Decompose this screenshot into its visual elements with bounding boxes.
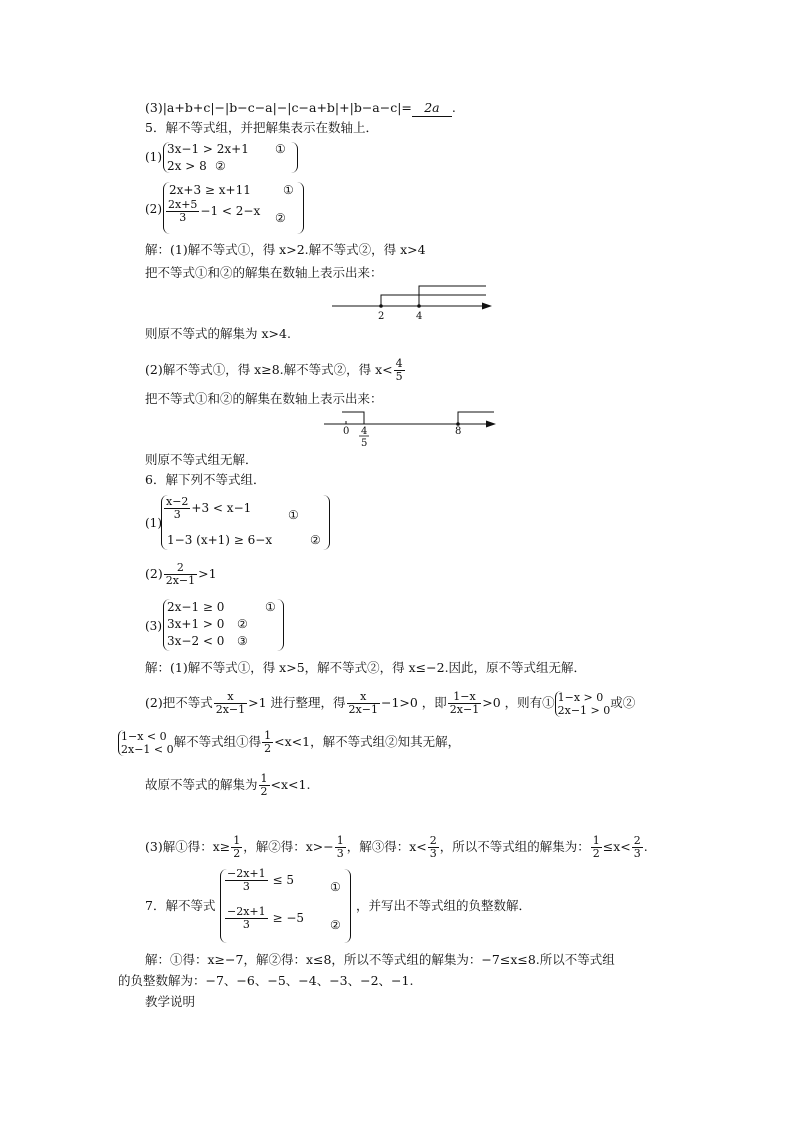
solution-ray-x-gt-4 bbox=[419, 286, 486, 306]
q6-solution-1: 解：(1)解不等式①，得 x>5，解不等式②，得 x≤−2.因此，原不等式组无解． bbox=[145, 660, 587, 675]
solution-ray-x-gt-2 bbox=[381, 295, 486, 306]
line3-answer: 2a bbox=[412, 100, 452, 117]
q5-show-2: 把不等式①和②的解集在数轴上表示出来： bbox=[145, 391, 383, 406]
q6-solution-2: (2)把不等式 $\frac{x}{2x-1}$ >1 进行整理，得 $\frac{x}{2x-1}$ −1>0 ，即 $\frac{1-x}{2x-1}$ >0 ，则有① 1−x > 0 2x−1 > 0 或② bbox=[145, 690, 636, 717]
q5-title: 5．解不等式组，并把解集表示在数轴上． bbox=[145, 120, 378, 135]
tick-label-4-5-den: 5 bbox=[361, 438, 368, 449]
answer-line-3: (3)|a+b+c|−|b−c−a|−|c−a+b|+|b−a−c|= 2a . bbox=[145, 100, 456, 115]
q5-solution-1: 解：(1)解不等式①，得 x>2.解不等式②，得 x>4 bbox=[145, 242, 426, 257]
q5-system-2: (2) 2x+3 ≥ x+11 ① $\frac{2x+5}{3}$ −1 < 2−x ② bbox=[145, 181, 310, 237]
right-brace bbox=[297, 182, 304, 234]
number-line-2 bbox=[322, 408, 502, 450]
q6-solution-2b: 1−x < 0 2x−1 < 0 解不等式组①得 $\frac{1}{2}$ <x<1，解不等式组②知其无解， bbox=[118, 727, 460, 757]
tick-label-0: 0 bbox=[343, 426, 350, 437]
tick-label-8: 8 bbox=[455, 426, 462, 437]
q6-solution-3: (3)解①得：x≥ $\frac{1}{2}$ ，解②得：x>− $\frac{1}{3}$ ，解③得：x< $\frac{2}{3}$ ，所以不等式组的解集为： $\frac{1}{2}$ ≤x< $\frac{2}{3}$ . bbox=[145, 834, 648, 860]
right-brace bbox=[344, 869, 351, 943]
q7-post: ，并写出不等式组的负整数解． bbox=[356, 898, 532, 913]
tick-label-4: 4 bbox=[416, 311, 423, 322]
q5-system-1: (1) 3x−1 > 2x+1 ① 2x > 8 ② bbox=[145, 141, 305, 175]
q6-system-1: (1) $\frac{x-2}{3}$ +3 < x−1 ① 1−3 (x+1) ≥ 6−x ② bbox=[145, 494, 335, 552]
q6-solution-2c: 故原不等式的解集为 $\frac{1}{2}$ <x<1. bbox=[145, 772, 311, 798]
q6-title: 6．解下列不等式组． bbox=[145, 472, 266, 487]
line3-text: (3)|a+b+c|−|b−c−a|−|c−a+b|+|b−a−c|= bbox=[145, 100, 412, 115]
q6-problem-2: (2) $\frac{2}{2x-1}$ >1 bbox=[145, 561, 217, 587]
tick-label-4-5-num: 4 bbox=[361, 426, 368, 437]
teaching-notes-heading: 教学说明 bbox=[145, 994, 196, 1009]
q7-system: $\frac{-2x+1}{3}$ ≤ 5 ① $\frac{-2x+1}{3}$ ≥ −5 ② bbox=[220, 868, 355, 946]
q7-pre: 7．解不等式 bbox=[145, 898, 216, 913]
right-brace bbox=[277, 599, 284, 651]
q7-solution-2: 的负整数解为：−7、−6、−5、−4、−3、−2、−1. bbox=[118, 973, 414, 988]
q5-show-1: 把不等式①和②的解集在数轴上表示出来： bbox=[145, 265, 383, 280]
q5-result-2: 则原不等式组无解． bbox=[145, 452, 258, 467]
right-brace bbox=[291, 142, 298, 173]
right-brace bbox=[323, 495, 330, 550]
q6-system-3: (3) 2x−1 ≥ 0 ① 3x+1 > 0 ② 3x−2 < 0 ③ bbox=[145, 598, 295, 654]
q5-result-1: 则原不等式的解集为 x>4. bbox=[145, 326, 291, 341]
q7-solution-1: 解：①得：x≥−7，解②得：x≤8，所以不等式组的解集为：−7≤x≤8.所以不等式组 bbox=[145, 952, 615, 967]
q5-solution-2: (2)解不等式①，得 x≥8.解不等式②，得 x< $\frac{4}{5}$ bbox=[145, 357, 403, 383]
tick-label-2: 2 bbox=[378, 311, 385, 322]
number-line-1 bbox=[330, 284, 500, 324]
solution-ray-x-lt-4-5 bbox=[342, 412, 364, 424]
